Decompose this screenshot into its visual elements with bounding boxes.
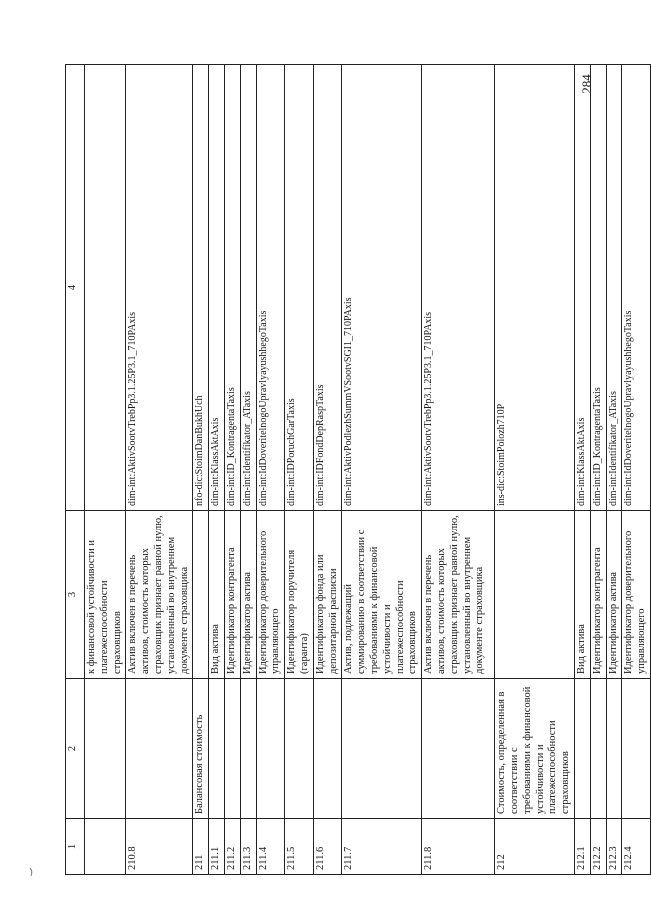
row-reference: dim-int:IdDoveritelnogoUpravlyayushhegoTaxis xyxy=(622,65,651,511)
row-code: 211.7 xyxy=(342,819,422,875)
table-row xyxy=(193,65,209,875)
row-code: 212.4 xyxy=(622,819,651,875)
row-description xyxy=(495,511,575,679)
row-description: Идентификатор контрагента xyxy=(224,511,240,679)
row-description xyxy=(193,511,209,679)
row-description: Идентификатор фонда или депозитарной расписки xyxy=(313,511,342,679)
row-name xyxy=(606,679,622,819)
row-code: 211.4 xyxy=(256,819,285,875)
row-name xyxy=(313,679,342,819)
row-description: Идентификатор контрагента xyxy=(590,511,606,679)
row-name xyxy=(622,679,651,819)
row-name xyxy=(574,679,590,819)
row-code: 211 xyxy=(193,819,209,875)
row-code xyxy=(85,819,126,875)
row-code: 211.8 xyxy=(422,819,495,875)
table-row xyxy=(313,65,342,875)
row-name xyxy=(422,679,495,819)
table-row xyxy=(574,65,590,875)
row-code: 211.1 xyxy=(209,819,225,875)
column-header: 1 xyxy=(66,819,85,875)
row-reference: dim-int:AktivSootvTrebPp3.1.25P3.1_710PAxis xyxy=(126,65,193,511)
row-code: 211.5 xyxy=(285,819,314,875)
table-row xyxy=(240,65,256,875)
row-description: к финансовой устойчивости и платежеспособности страховщиков xyxy=(85,511,126,679)
row-name xyxy=(240,679,256,819)
row-code: 211.2 xyxy=(224,819,240,875)
table-row xyxy=(85,65,126,875)
row-name xyxy=(256,679,285,819)
table-row xyxy=(495,65,575,875)
row-code: 210.8 xyxy=(126,819,193,875)
row-code: 211.3 xyxy=(240,819,256,875)
table-row xyxy=(422,65,495,875)
row-name xyxy=(224,679,240,819)
table-row xyxy=(590,65,606,875)
row-description: Идентификатор поручителя (гаранта) xyxy=(285,511,314,679)
row-name xyxy=(342,679,422,819)
row-reference: dim-int:Identifikator_ATaxis xyxy=(240,65,256,511)
row-code: 212.1 xyxy=(574,819,590,875)
row-name xyxy=(590,679,606,819)
row-name xyxy=(85,679,126,819)
row-code: 212.2 xyxy=(590,819,606,875)
row-description: Актив включен в перечень активов, стоимость которых страховщик признает равной нулю, установленный во внутреннем документе страховщика xyxy=(126,511,193,679)
row-reference: dim-int:ID_KontragentaTaxis xyxy=(590,65,606,511)
column-header: 4 xyxy=(66,65,85,511)
row-code: 212 xyxy=(495,819,575,875)
row-description: Идентификатор актива xyxy=(240,511,256,679)
row-reference: dim-int:IDFondDepRaspTaxis xyxy=(313,65,342,511)
row-reference: dim-int:KlassAktAxis xyxy=(574,65,590,511)
row-description: Идентификатор доверительного управляющего xyxy=(256,511,285,679)
row-description: Вид актива xyxy=(209,511,225,679)
row-description: Актив, подлежащий суммированию в соответствии с требованиями к финансовой устойчивости и платежеспособности страховщиков xyxy=(342,511,422,679)
row-reference: dim-int:Identifikator_ATaxis xyxy=(606,65,622,511)
row-code: 212.3 xyxy=(606,819,622,875)
row-reference: dim-int:KlassAktAxis xyxy=(209,65,225,511)
table-row xyxy=(606,65,622,875)
row-reference: dim-int:AktivPodlezhSummVSootvSGI1_710PAxis xyxy=(342,65,422,511)
row-code: 211.6 xyxy=(313,819,342,875)
table-row xyxy=(126,65,193,875)
table-row xyxy=(256,65,285,875)
row-reference: dim-int:AktivSootvTrebPp3.1.25P3.1_710PAxis xyxy=(422,65,495,511)
table-row xyxy=(342,65,422,875)
data-table xyxy=(65,64,651,875)
row-description: Актив включен в перечень активов, стоимость которых страховщик признает равной нулю, установленный во внутреннем документе страховщика xyxy=(422,511,495,679)
row-description: Идентификатор доверительного управляющего xyxy=(622,511,651,679)
table-row xyxy=(285,65,314,875)
row-name xyxy=(209,679,225,819)
table-row xyxy=(622,65,651,875)
scan-artifact xyxy=(28,866,38,878)
table-row xyxy=(209,65,225,875)
table-header-row xyxy=(66,65,85,875)
row-description: Идентификатор актива xyxy=(606,511,622,679)
row-reference: ins-dic:StoimPolozh710P xyxy=(495,65,575,511)
row-reference: dim-int:IDPoruchGarTaxis xyxy=(285,65,314,511)
row-reference: dim-int:ID_KontragentaTaxis xyxy=(224,65,240,511)
table-row xyxy=(224,65,240,875)
row-name: Стоимость, определенная в соответствии с требованиями к финансовой устойчивости и платежеспособности страховщиков xyxy=(495,679,575,819)
row-description: Вид актива xyxy=(574,511,590,679)
row-name xyxy=(285,679,314,819)
row-reference: dim-int:IdDoveritelnogoUpravlyayushhegoTaxis xyxy=(256,65,285,511)
row-reference: nfo-dic:StoimDanBukhUch xyxy=(193,65,209,511)
page-number-text: 284 xyxy=(579,74,594,94)
row-name xyxy=(126,679,193,819)
column-header: 3 xyxy=(66,511,85,679)
column-header: 2 xyxy=(66,679,85,819)
row-reference xyxy=(85,65,126,511)
row-name: Балансовая стоимость xyxy=(193,679,209,819)
